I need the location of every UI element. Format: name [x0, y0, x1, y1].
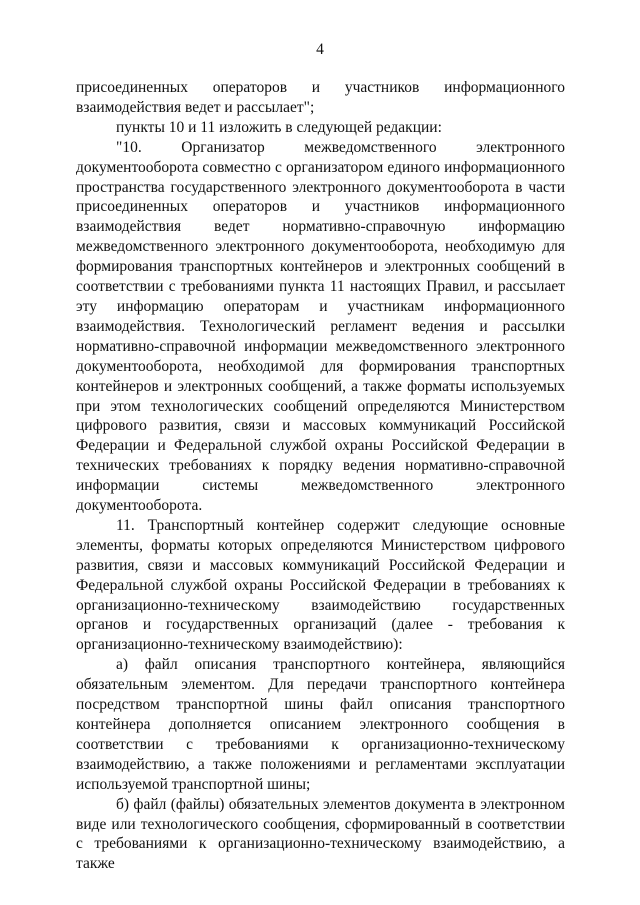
paragraph-item-10: "10. Организатор межведомственного электронного документооборота совместно с организатором единого информационного пространства государственного электронного документооборота в части присоединенных операторов и участников информационного взаимодействия ведет нормативно-справочную информацию межведомственного электронного документооборота, необходимую для формирования транспортных контейнеров и электронных сообщений в соответствии с требованиями пункта 11 настоящих Правил, и рассылает эту информацию операторам и участникам информационного взаимодействия. Технологический регламент ведения и рассылки нормативно-справочной информации межведомственного электронного документооборота, необходимой для формирования транспортных контейнеров и электронных сообщений, а также форматы используемых при этом технологических сообщений определяются Министерством цифрового развития, связи и массовых коммуникаций Российской Федерации и Федеральной службой охраны Российской Федерации в технических требованиях к порядку ведения нормативно-справочной информации системы межведомственного электронного документооборота.	[76, 138, 565, 515]
paragraph-continuation: присоединенных операторов и участников информационного взаимодействия ведет и рассылает";	[76, 79, 565, 116]
page-number: 4	[316, 41, 324, 58]
paragraph-subitem-b: б) файл (файлы) обязательных элементов документа в электронном виде или технологического сообщения, сформированный в соответствии с требованиями к организационно-техническому взаимодействию, а также	[76, 795, 565, 873]
document-body	[76, 78, 565, 874]
paragraph-subitem-a: а) файл описания транспортного контейнера, являющийся обязательным элементом. Для передачи транспортного контейнера посредством транспортной шины файл описания транспортного контейнера дополняется описанием электронного сообщения в соответствии с требованиями к организационно-техническому взаимодействию, а также положениями и регламентами эксплуатации используемой транспортной шины;	[76, 656, 565, 793]
paragraph-amendment-intro: пункты 10 и 11 изложить в следующей редакции:	[116, 118, 442, 136]
paragraph-item-11: 11. Транспортный контейнер содержит следующие основные элементы, форматы которых определяются Министерством цифрового развития, связи и массовых коммуникаций Российской Федерации и Федеральной службой охраны Российской Федерации в требованиях к организационно-техническому взаимодействию государственных органов и государственных организаций (далее - требования к организационно-техническому взаимодействию):	[76, 516, 565, 654]
